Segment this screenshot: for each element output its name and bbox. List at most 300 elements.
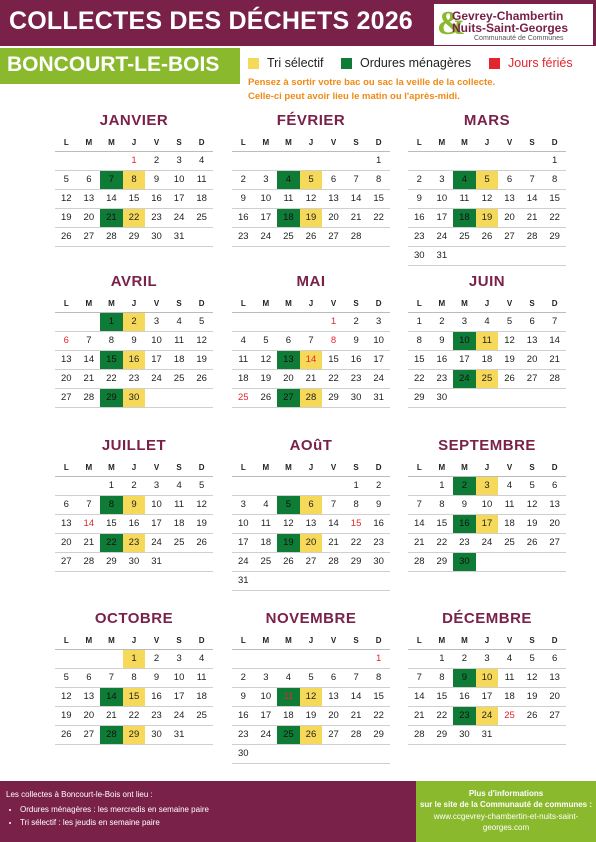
- day-cell: 25: [283, 231, 294, 242]
- month-name: JUIN: [468, 273, 506, 290]
- day-cell: 7: [416, 672, 422, 683]
- day-cell: 9: [153, 174, 160, 185]
- day-cell: 19: [305, 710, 317, 721]
- day-cell: 7: [108, 672, 115, 683]
- day-cell: 4: [285, 672, 292, 683]
- day-cell: 15: [373, 691, 384, 702]
- day-cell: 19: [60, 710, 72, 721]
- empty-cell: [322, 572, 345, 590]
- day-cell: 30: [413, 250, 425, 261]
- weekday-label: V: [330, 463, 337, 472]
- weekday-label: M: [85, 299, 93, 308]
- day-ordures: 9: [453, 669, 476, 687]
- day-cell: 24: [151, 373, 162, 384]
- day-tri: 9: [123, 496, 146, 514]
- day-cell: 29: [106, 556, 117, 567]
- day-ordures: 28: [100, 726, 123, 744]
- day-cell: 15: [128, 193, 140, 204]
- day-cell: 17: [151, 518, 162, 529]
- weekday-label: M: [262, 463, 270, 472]
- day-tri: 25: [476, 370, 499, 388]
- day-cell: 18: [260, 537, 272, 548]
- weekday-label: M: [85, 138, 93, 147]
- day-cell: 6: [86, 672, 92, 683]
- day-cell: 19: [196, 518, 207, 529]
- day-cell: 22: [128, 710, 140, 721]
- day-cell: 26: [196, 537, 207, 548]
- day-cell: 27: [549, 710, 560, 721]
- weekday-label: M: [461, 463, 468, 472]
- week-row: [408, 477, 566, 496]
- day-cell: 30: [459, 729, 470, 740]
- empty-cell: [408, 477, 431, 495]
- day-cell: 11: [174, 499, 185, 510]
- day-cell: 24: [260, 231, 272, 242]
- day-cell: 24: [436, 231, 448, 242]
- day-cell: 20: [83, 212, 95, 223]
- day-cell: 13: [526, 335, 538, 346]
- week-row: [55, 669, 213, 688]
- day-cell: 15: [106, 518, 117, 529]
- month-11: [232, 609, 390, 764]
- week-row: [232, 650, 390, 669]
- day-cell: 25: [196, 212, 207, 223]
- empty-cell: [498, 553, 521, 571]
- day-ferie: 1: [376, 653, 382, 664]
- day-cell: 3: [153, 480, 160, 491]
- day-cell: 28: [350, 729, 362, 740]
- day-cell: 13: [60, 354, 72, 365]
- day-cell: 18: [196, 193, 207, 204]
- week-row: [55, 171, 213, 190]
- month-name: MARS: [463, 112, 511, 129]
- day-cell: 18: [173, 354, 185, 365]
- logo-ampersand-icon: &: [437, 5, 466, 42]
- day-cell: 20: [83, 710, 95, 721]
- empty-cell: [255, 745, 278, 763]
- week-row: [408, 351, 566, 370]
- empty-cell: [190, 389, 213, 407]
- weekday-header: [232, 137, 390, 152]
- day-cell: 12: [526, 499, 538, 510]
- day-cell: 25: [196, 710, 207, 721]
- day-cell: 1: [353, 480, 359, 491]
- day-cell: 21: [350, 710, 362, 721]
- weekday-label: M: [438, 138, 446, 147]
- weekday-header: [55, 462, 213, 477]
- weekday-label: L: [240, 636, 246, 645]
- day-tri: 19: [476, 209, 499, 227]
- weekday-label: M: [262, 636, 270, 645]
- day-cell: 17: [481, 691, 493, 702]
- day-cell: 5: [529, 480, 535, 491]
- day-cell: 23: [151, 212, 162, 223]
- day-cell: 25: [504, 537, 515, 548]
- page-title: COLLECTES DES DÉCHETS 2026: [9, 7, 413, 35]
- empty-cell: [367, 572, 390, 590]
- day-cell: 10: [260, 691, 272, 702]
- footer-more-title: Plus d'informations: [468, 789, 544, 798]
- day-cell: 15: [436, 518, 448, 529]
- day-cell: 10: [173, 174, 185, 185]
- day-cell: 15: [373, 193, 384, 204]
- day-cell: 22: [373, 710, 384, 721]
- day-cell: 31: [173, 729, 185, 740]
- weekday-label: D: [375, 138, 382, 147]
- day-cell: 20: [328, 710, 339, 721]
- weekday-label: J: [131, 138, 137, 147]
- weekday-label: D: [198, 463, 205, 472]
- day-cell: 11: [196, 672, 207, 683]
- empty-cell: [543, 726, 566, 744]
- day-cell: 2: [439, 316, 445, 327]
- empty-cell: [55, 313, 78, 331]
- empty-cell: [232, 477, 255, 495]
- day-cell: 10: [173, 672, 185, 683]
- empty-cell: [521, 726, 544, 744]
- empty-cell: [190, 553, 213, 571]
- day-cell: 30: [151, 231, 162, 242]
- day-tri: 5: [476, 171, 499, 189]
- empty-cell: [476, 389, 499, 407]
- day-cell: 21: [549, 354, 560, 365]
- empty-cell: [277, 477, 300, 495]
- empty-cell: [498, 726, 521, 744]
- day-cell: 9: [416, 193, 422, 204]
- day-ferie: 8: [330, 335, 337, 346]
- week-row: [232, 190, 390, 209]
- week-row: [55, 534, 213, 553]
- empty-cell: [255, 477, 278, 495]
- weekday-label: D: [551, 636, 558, 645]
- day-ordures: 7: [100, 171, 123, 189]
- month-3: [408, 111, 566, 266]
- day-tri: 22: [123, 209, 146, 227]
- day-cell: 9: [461, 499, 468, 510]
- day-cell: 7: [86, 335, 92, 346]
- day-cell: 7: [330, 499, 337, 510]
- day-cell: 17: [173, 193, 185, 204]
- tri-swatch-icon: [248, 58, 259, 69]
- empty-cell: [431, 152, 454, 170]
- week-row: [408, 190, 566, 209]
- day-cell: 9: [153, 672, 160, 683]
- weekday-label: V: [506, 636, 513, 645]
- day-cell: 8: [376, 672, 382, 683]
- month-name: DÉCEMBRE: [442, 610, 532, 627]
- day-cell: 12: [283, 518, 294, 529]
- day-cell: 17: [237, 537, 249, 548]
- day-cell: 28: [350, 231, 362, 242]
- week-row: [408, 669, 566, 688]
- weekday-label: D: [551, 299, 558, 308]
- footer-more-sub: sur le site de la Communauté de communes :: [419, 800, 593, 809]
- empty-cell: [322, 152, 345, 170]
- weekday-label: M: [108, 138, 115, 147]
- day-cell: 14: [526, 193, 538, 204]
- empty-cell: [255, 572, 278, 590]
- empty-cell: [322, 477, 345, 495]
- town-bar: [0, 48, 240, 84]
- weekday-label: S: [529, 299, 535, 308]
- day-cell: 27: [526, 373, 538, 384]
- day-tri: 16: [123, 351, 146, 369]
- day-cell: 4: [199, 653, 205, 664]
- note-line-2: Celle-ci peut avoir lieu le matin ou l'après-midi.: [248, 91, 460, 102]
- week-row: [55, 477, 213, 496]
- day-cell: 12: [305, 193, 317, 204]
- day-cell: 5: [63, 672, 69, 683]
- month-name: SEPTEMBRE: [438, 437, 536, 454]
- weekday-label: M: [285, 299, 292, 308]
- day-tri: 3: [476, 477, 499, 495]
- week-row: [232, 477, 390, 496]
- day-cell: 14: [350, 691, 362, 702]
- empty-cell: [521, 553, 544, 571]
- week-row: [55, 228, 213, 247]
- day-cell: 8: [439, 672, 445, 683]
- empty-cell: [498, 389, 521, 407]
- day-cell: 29: [413, 392, 425, 403]
- day-cell: 13: [504, 193, 515, 204]
- day-cell: 18: [237, 373, 249, 384]
- day-cell: 16: [436, 354, 448, 365]
- day-ordures: 1: [100, 313, 123, 331]
- town-name: BONCOURT-LE-BOIS: [7, 53, 220, 76]
- day-cell: 11: [283, 193, 294, 204]
- day-cell: 11: [174, 335, 185, 346]
- day-cell: 18: [283, 710, 294, 721]
- day-cell: 10: [260, 193, 272, 204]
- day-cell: 5: [506, 316, 513, 327]
- day-ordures: 4: [277, 171, 300, 189]
- day-cell: 6: [529, 316, 535, 327]
- weekday-label: M: [285, 636, 292, 645]
- day-cell: 23: [128, 373, 140, 384]
- day-cell: 23: [350, 373, 362, 384]
- weekday-label: S: [176, 636, 182, 645]
- month-2: [232, 111, 390, 247]
- day-cell: 19: [526, 518, 538, 529]
- weekday-label: S: [529, 636, 535, 645]
- weekday-label: S: [353, 636, 359, 645]
- empty-cell: [277, 572, 300, 590]
- day-ordures: 25: [277, 726, 300, 744]
- day-cell: 26: [481, 231, 493, 242]
- day-cell: 21: [328, 537, 339, 548]
- day-cell: 4: [176, 480, 182, 491]
- month-name: AOûT: [289, 437, 333, 454]
- day-cell: 3: [176, 653, 182, 664]
- day-cell: 6: [330, 174, 337, 185]
- day-cell: 24: [151, 537, 162, 548]
- day-cell: 17: [260, 212, 272, 223]
- day-cell: 17: [151, 354, 162, 365]
- day-cell: 17: [373, 354, 384, 365]
- day-ordures: 4: [453, 171, 476, 189]
- empty-cell: [543, 247, 566, 265]
- weekday-label: M: [285, 138, 292, 147]
- month-5: [232, 272, 390, 408]
- day-cell: 3: [176, 155, 182, 166]
- weekday-label: D: [375, 463, 382, 472]
- weekday-label: M: [85, 463, 93, 472]
- day-cell: 7: [308, 335, 314, 346]
- day-cell: 2: [153, 653, 160, 664]
- day-cell: 6: [63, 499, 69, 510]
- day-cell: 27: [83, 231, 95, 242]
- weekday-label: L: [416, 299, 422, 308]
- day-cell: 14: [413, 691, 425, 702]
- empty-cell: [367, 228, 390, 246]
- footer-intro: Les collectes à Boncourt-le-Bois ont lieu :: [6, 790, 153, 799]
- weekday-label: D: [375, 636, 382, 645]
- empty-cell: [498, 152, 521, 170]
- empty-cell: [543, 553, 566, 571]
- day-ordures: 2: [453, 477, 476, 495]
- day-cell: 13: [305, 518, 317, 529]
- month-12: [408, 609, 566, 745]
- weekday-label: S: [353, 138, 359, 147]
- day-cell: 2: [153, 155, 160, 166]
- day-cell: 17: [260, 710, 272, 721]
- weekday-label: J: [131, 463, 137, 472]
- weekday-label: M: [262, 138, 270, 147]
- day-cell: 26: [526, 537, 538, 548]
- day-cell: 19: [196, 354, 207, 365]
- legend-om: [341, 56, 471, 70]
- week-row: [232, 370, 390, 389]
- day-cell: 21: [305, 373, 317, 384]
- weekday-label: L: [63, 463, 69, 472]
- day-cell: 8: [376, 174, 382, 185]
- weekday-label: D: [551, 463, 558, 472]
- empty-cell: [300, 572, 323, 590]
- week-row: [408, 389, 566, 408]
- day-cell: 18: [481, 354, 493, 365]
- empty-cell: [453, 247, 476, 265]
- weekday-label: V: [153, 299, 160, 308]
- legend-feries: [489, 56, 573, 70]
- day-cell: 26: [196, 373, 207, 384]
- day-tri: 15: [123, 688, 146, 706]
- day-cell: 25: [173, 537, 185, 548]
- month-name: JUILLET: [101, 437, 167, 454]
- weekday-label: V: [330, 299, 337, 308]
- week-row: [55, 332, 213, 351]
- day-ordures: 23: [453, 707, 476, 725]
- empty-cell: [300, 650, 323, 668]
- weekday-label: L: [240, 299, 246, 308]
- week-row: [55, 351, 213, 370]
- empty-cell: [255, 152, 278, 170]
- week-row: [408, 688, 566, 707]
- weekday-header: [408, 462, 566, 477]
- empty-cell: [190, 726, 213, 744]
- weekday-label: L: [240, 463, 246, 472]
- day-ordures: 24: [453, 370, 476, 388]
- week-row: [55, 389, 213, 408]
- empty-cell: [453, 389, 476, 407]
- day-cell: 28: [526, 231, 538, 242]
- day-cell: 16: [128, 518, 140, 529]
- weekday-label: L: [63, 636, 69, 645]
- day-cell: 14: [83, 354, 95, 365]
- day-cell: 28: [83, 392, 95, 403]
- day-ferie: 1: [330, 316, 337, 327]
- day-cell: 21: [526, 212, 538, 223]
- day-cell: 28: [328, 556, 339, 567]
- month-9: [408, 436, 566, 572]
- day-cell: 29: [350, 556, 362, 567]
- day-cell: 1: [552, 155, 558, 166]
- day-cell: 7: [416, 499, 422, 510]
- om-swatch-icon: [341, 58, 352, 69]
- day-cell: 31: [373, 392, 384, 403]
- day-cell: 10: [151, 335, 162, 346]
- day-tri: 29: [123, 726, 146, 744]
- empty-cell: [345, 572, 368, 590]
- weekday-label: V: [330, 138, 337, 147]
- day-cell: 20: [60, 373, 72, 384]
- day-cell: 21: [83, 537, 95, 548]
- day-cell: 16: [459, 691, 470, 702]
- day-cell: 14: [413, 518, 425, 529]
- day-cell: 19: [504, 354, 515, 365]
- week-row: [408, 496, 566, 515]
- footer-link[interactable]: www.ccgevrey-chambertin-et-nuits-saint-georges.com: [433, 812, 579, 832]
- day-cell: 14: [350, 193, 362, 204]
- day-cell: 27: [504, 231, 515, 242]
- weekday-header: [408, 635, 566, 650]
- week-row: [232, 152, 390, 171]
- empty-cell: [168, 553, 191, 571]
- day-cell: 6: [506, 174, 513, 185]
- weekday-label: V: [330, 636, 337, 645]
- week-row: [408, 553, 566, 572]
- empty-cell: [345, 152, 368, 170]
- day-cell: 7: [529, 174, 535, 185]
- day-tri: 1: [123, 650, 146, 668]
- day-cell: 1: [416, 316, 422, 327]
- day-cell: 30: [151, 729, 162, 740]
- day-cell: 5: [263, 335, 269, 346]
- day-cell: 27: [83, 729, 95, 740]
- day-cell: 30: [436, 392, 448, 403]
- footer-more: [416, 781, 596, 842]
- footer-list: [12, 803, 209, 829]
- day-cell: 13: [549, 499, 560, 510]
- weekday-label: S: [529, 138, 535, 147]
- week-row: [232, 553, 390, 572]
- empty-cell: [277, 313, 300, 331]
- day-cell: 22: [373, 212, 384, 223]
- day-tri: 19: [300, 209, 323, 227]
- day-cell: 26: [526, 710, 538, 721]
- day-cell: 25: [459, 231, 470, 242]
- weekday-label: M: [108, 636, 115, 645]
- month-7: [55, 436, 213, 572]
- day-cell: 23: [459, 537, 470, 548]
- month-8: [232, 436, 390, 591]
- day-cell: 13: [328, 691, 339, 702]
- day-cell: 12: [196, 335, 207, 346]
- day-cell: 24: [481, 537, 493, 548]
- week-row: [232, 515, 390, 534]
- empty-cell: [55, 477, 78, 495]
- day-cell: 13: [60, 518, 72, 529]
- weekday-label: L: [63, 299, 69, 308]
